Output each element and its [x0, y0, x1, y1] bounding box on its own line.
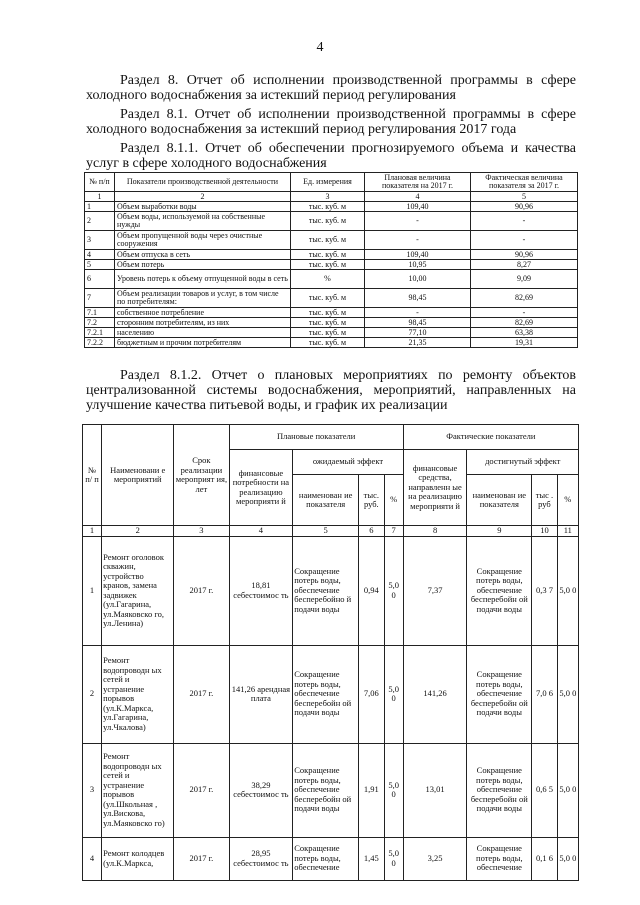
percent: 5,0 0 [384, 837, 403, 880]
table1-number-cell: 2 [115, 192, 291, 202]
table1-row [85, 250, 578, 260]
table1-cell: 98,45 [365, 289, 471, 308]
header-term: Срок реализации мероприят ия, лет [174, 425, 229, 526]
measure-name: Ремонт водопроводн ых сетей и устранение порывов (ул.Школьная , ул.Вискова, ул.Маяковско го) [102, 743, 174, 837]
achieved-effect: Сокращение потерь воды, обеспечение бесперебойн ой подачи воды [467, 743, 532, 837]
term: 2017 г. [174, 837, 229, 880]
table2-row [83, 837, 579, 880]
financial-needs: 38,29 себестоимос ть [229, 743, 293, 837]
term: 2017 г. [174, 645, 229, 743]
table1-cell: тыс. куб. м [291, 289, 365, 308]
table1-cell: Уровень потерь к объему отпущенной воды в сеть [115, 270, 291, 289]
table1-cell: 4 [85, 250, 115, 260]
table1-row [85, 328, 578, 338]
header-percent: % [384, 475, 403, 526]
table1-cell: Объем отпуска в сеть [115, 250, 291, 260]
table1-cell: 7.2.1 [85, 328, 115, 338]
term: 2017 г. [174, 536, 229, 645]
table1-cell: Объем пропущенной воды через очистные сооружения [115, 231, 291, 250]
table1-number-cell: 1 [85, 192, 115, 202]
table1-cell: 7.2.2 [85, 338, 115, 348]
table1-cell: 3 [85, 231, 115, 250]
table2-number-cell: 11 [557, 526, 578, 537]
table1-cell: тыс. куб. м [291, 202, 365, 212]
table1-cell: сторонним потребителям, из них [115, 318, 291, 328]
percent-actual: 5,0 0 [557, 743, 578, 837]
table2-number-cell: 5 [293, 526, 359, 537]
thousand-rub-actual: 0,1 6 [532, 837, 557, 880]
measure-name: Ремонт колодцев (ул.К.Маркса, [102, 837, 174, 880]
table1-header-cell: Показатели производственной деятельности [115, 173, 291, 192]
percent: 5,0 0 [384, 536, 403, 645]
thousand-rub: 7,06 [359, 645, 384, 743]
table1-row [85, 338, 578, 348]
table1-cell: 82,69 [471, 289, 578, 308]
page-number: 4 [316, 40, 324, 55]
table2-row [83, 645, 579, 743]
table1-cell: собственное потребление [115, 308, 291, 318]
financial-funds: 141,26 [403, 645, 467, 743]
header-financial-funds: финансовые средства, направленн ые на реализацию мероприяти й [403, 450, 467, 526]
financial-needs: 141,26 арендная плата [229, 645, 293, 743]
thousand-rub: 1,91 [359, 743, 384, 837]
table1-header-cell: Фактическая величина показателя за 2017 г. [471, 173, 578, 192]
table1-cell: - [471, 212, 578, 231]
row-number: 2 [83, 645, 102, 743]
header-expected-effect: ожидаемый эффект [293, 450, 403, 475]
expected-effect: Сокращение потерь воды, обеспечение бесперебойн ой подачи воды [293, 743, 359, 837]
table1-cell: - [365, 212, 471, 231]
achieved-effect: Сокращение потерь воды, обеспечение [467, 837, 532, 880]
table1-cell: 98,45 [365, 318, 471, 328]
measure-name: Ремонт водопроводн ых сетей и устранение порывов (ул.К.Маркса, ул.Гагарина, ул.Чкалова) [102, 645, 174, 743]
table1-cell: бюджетным и прочим потребителям [115, 338, 291, 348]
table1-row [85, 289, 578, 308]
section-8-1-heading: Раздел 8.1. Отчет об исполнении производственной программы в сфере холодного водоснабжения за истекший период регулирования 2017 года [86, 107, 576, 137]
table1-cell: Объем потерь [115, 260, 291, 270]
header-percent-actual: % [557, 475, 578, 526]
table1-cell: тыс. куб. м [291, 212, 365, 231]
measure-name: Ремонт оголовок скважин, устройство кранов, замена задвижек (ул.Гагарина, ул.Маяковско го, ул.Ленина) [102, 536, 174, 645]
table1-cell: 19,31 [471, 338, 578, 348]
table1-cell: 82,69 [471, 318, 578, 328]
table2-number-cell: 10 [532, 526, 557, 537]
table1-cell: 7.2 [85, 318, 115, 328]
header-achieved-effect: достигнутый эффект [467, 450, 579, 475]
table2-number-cell: 7 [384, 526, 403, 537]
table1-row [85, 231, 578, 250]
row-number: 4 [83, 837, 102, 880]
table1-cell: Объем воды, используемой на собственные нужды [115, 212, 291, 231]
financial-needs: 18,81 себестоимос ть [229, 536, 293, 645]
volume-quality-table [84, 172, 578, 348]
percent-actual: 5,0 0 [557, 645, 578, 743]
section-8-heading: Раздел 8. Отчет об исполнении производственной программы в сфере холодного водоснабжения за истекший период регулирования [86, 73, 576, 103]
table1-cell: - [471, 308, 578, 318]
financial-funds: 13,01 [403, 743, 467, 837]
table1-header-cell: № п/п [85, 173, 115, 192]
table1-cell: % [291, 270, 365, 289]
table2-number-cell: 8 [403, 526, 467, 537]
table2-number-cell: 9 [467, 526, 532, 537]
percent: 5,0 0 [384, 743, 403, 837]
header-thousand-rub: тыс. руб. [359, 475, 384, 526]
table1-cell: тыс. куб. м [291, 318, 365, 328]
table2-number-cell: 6 [359, 526, 384, 537]
table1-row [85, 308, 578, 318]
table1-row [85, 318, 578, 328]
table1-cell: населению [115, 328, 291, 338]
section-8-1-1-heading: Раздел 8.1.1. Отчет об обеспечении прогнозируемого объема и качества услуг в сфере холодного водоснабжения [86, 141, 576, 171]
table1-cell: 109,40 [365, 202, 471, 212]
table1-cell: тыс. куб. м [291, 231, 365, 250]
table1-header-cell: Ед. измерения [291, 173, 365, 192]
header-actual-indicators: Фактические показатели [403, 425, 578, 450]
thousand-rub: 1,45 [359, 837, 384, 880]
table1-cell: 8,27 [471, 260, 578, 270]
header-financial-needs: финансовые потребности на реализацию мероприяти й [229, 450, 293, 526]
table2-row [83, 743, 579, 837]
table1-cell: 5 [85, 260, 115, 270]
achieved-effect: Сокращение потерь воды, обеспечение бесперебойн ой подачи воды [467, 536, 532, 645]
section-8-1-2-heading: Раздел 8.1.2. Отчет о плановых мероприятиях по ремонту объектов централизованной системы водоснабжения, мероприятий, направленных на улучшение качества питьевой воды, и график их реализации [86, 368, 576, 413]
table1-cell: 9,09 [471, 270, 578, 289]
table1-cell: 1 [85, 202, 115, 212]
achieved-effect: Сокращение потерь воды, обеспечение бесперебойн ой подачи воды [467, 645, 532, 743]
financial-needs: 28,95 себестоимос ть [229, 837, 293, 880]
repair-measures-table [82, 424, 579, 881]
table2-numbering-row [83, 526, 579, 537]
term: 2017 г. [174, 743, 229, 837]
table1-cell: 7 [85, 289, 115, 308]
table2-row [83, 536, 579, 645]
table1-row [85, 212, 578, 231]
table2-number-cell: 4 [229, 526, 293, 537]
header-number: № п/ п [83, 425, 102, 526]
header-thousand-rub-actual: тыс . руб [532, 475, 557, 526]
table1-cell: тыс. куб. м [291, 338, 365, 348]
table1-cell: Объем выработки воды [115, 202, 291, 212]
table1-numbering-row [85, 192, 578, 202]
thousand-rub: 0,94 [359, 536, 384, 645]
table1-cell: 90,96 [471, 250, 578, 260]
table2-header-row-1 [83, 425, 579, 450]
expected-effect: Сокращение потерь воды, обеспечение [293, 837, 359, 880]
table1-number-cell: 3 [291, 192, 365, 202]
table1-cell: 7.1 [85, 308, 115, 318]
header-indicator-name-actual: наименован ие показателя [467, 475, 532, 526]
financial-funds: 7,37 [403, 536, 467, 645]
header-indicator-name: наименован ие показателя [293, 475, 359, 526]
table1-cell: 109,40 [365, 250, 471, 260]
thousand-rub-actual: 0,6 5 [532, 743, 557, 837]
table1-cell: 63,38 [471, 328, 578, 338]
table1-row [85, 202, 578, 212]
table1-cell: 21,35 [365, 338, 471, 348]
table1-row [85, 270, 578, 289]
table1-cell: 6 [85, 270, 115, 289]
table1-cell: Объем реализации товаров и услуг, в том числе по потребителям: [115, 289, 291, 308]
table1-cell: 10,00 [365, 270, 471, 289]
thousand-rub-actual: 7,0 6 [532, 645, 557, 743]
expected-effect: Сокращение потерь воды, обеспечение бесперебойно й подачи воды [293, 536, 359, 645]
table1-cell: тыс. куб. м [291, 308, 365, 318]
table1-number-cell: 5 [471, 192, 578, 202]
header-planned-indicators: Плановые показатели [229, 425, 403, 450]
thousand-rub-actual: 0,3 7 [532, 536, 557, 645]
table1-cell: 90,96 [471, 202, 578, 212]
header-measure-name: Наименовани е мероприятий [102, 425, 174, 526]
table1-number-cell: 4 [365, 192, 471, 202]
percent: 5,0 0 [384, 645, 403, 743]
table1-header-cell: Плановая величина показателя на 2017 г. [365, 173, 471, 192]
table1-cell: - [471, 231, 578, 250]
table1-cell: - [365, 308, 471, 318]
financial-funds: 3,25 [403, 837, 467, 880]
table2-number-cell: 2 [102, 526, 174, 537]
table1-cell: тыс. куб. м [291, 328, 365, 338]
table2-number-cell: 3 [174, 526, 229, 537]
table1-cell: 77,10 [365, 328, 471, 338]
table1-cell: 2 [85, 212, 115, 231]
table1-cell: - [365, 231, 471, 250]
table1-cell: тыс. куб. м [291, 260, 365, 270]
percent-actual: 5,0 0 [557, 837, 578, 880]
table2-number-cell: 1 [83, 526, 102, 537]
table1-header-row [85, 173, 578, 192]
table1-cell: 10,95 [365, 260, 471, 270]
row-number: 3 [83, 743, 102, 837]
percent-actual: 5,0 0 [557, 536, 578, 645]
expected-effect: Сокращение потерь воды, обеспечение бесперебойн ой подачи воды [293, 645, 359, 743]
row-number: 1 [83, 536, 102, 645]
table1-row [85, 260, 578, 270]
table1-cell: тыс. куб. м [291, 250, 365, 260]
